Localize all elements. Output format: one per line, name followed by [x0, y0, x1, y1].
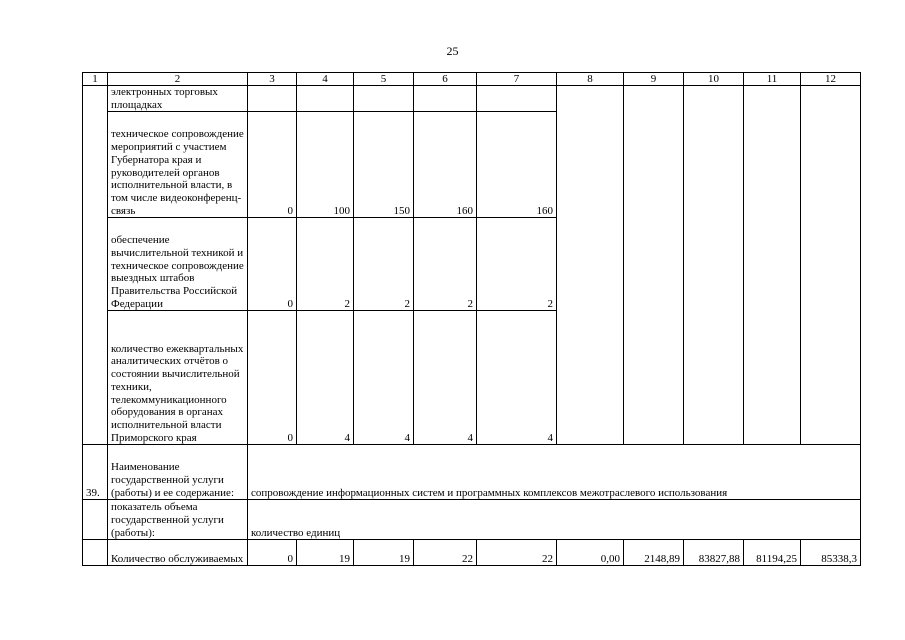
service-name-label: Наименование государственной услуги (работы) и ее содержание:: [108, 445, 248, 500]
table-row: [83, 86, 861, 112]
value-cell: 100: [297, 112, 354, 218]
service-name-value: сопровождение информационных систем и программных комплексов межотраслевого использования: [248, 445, 861, 500]
value-cell: 4: [477, 311, 557, 445]
data-table: [82, 72, 861, 566]
header-cell: 11: [744, 73, 801, 86]
header-cell: 10: [684, 73, 744, 86]
value-cell: 0,00: [557, 540, 624, 566]
value-cell: 0: [248, 540, 297, 566]
value-cell: 2: [297, 218, 354, 311]
value-cell: 0: [248, 112, 297, 218]
table-row: [83, 540, 861, 566]
header-cell: 7: [477, 73, 557, 86]
value-cell: 0: [248, 218, 297, 311]
value-cell: 22: [414, 540, 477, 566]
indicator-text: количество ежеквартальных аналитических отчётов о состоянии вычислительной техники, телекоммуникационного оборудования в органах исполнительной власти Приморского края: [108, 311, 248, 445]
value-cell: 22: [477, 540, 557, 566]
volume-indicator-label: показатель объема государственной услуги (работы):: [108, 500, 248, 540]
value-cell: 150: [354, 112, 414, 218]
value-cell: 4: [414, 311, 477, 445]
indicator-text: Количество обслуживаемых: [108, 540, 248, 566]
table-row: [83, 500, 861, 540]
header-cell: 8: [557, 73, 624, 86]
value-cell: 160: [414, 112, 477, 218]
value-cell: 81194,25: [744, 540, 801, 566]
value-cell: 19: [297, 540, 354, 566]
value-cell: 0: [248, 311, 297, 445]
value-cell: 85338,3: [801, 540, 861, 566]
value-cell: 4: [297, 311, 354, 445]
header-cell: 4: [297, 73, 354, 86]
header-cell: 2: [108, 73, 248, 86]
value-cell: 160: [477, 112, 557, 218]
header-cell: 12: [801, 73, 861, 86]
value-cell: 19: [354, 540, 414, 566]
header-cell: 5: [354, 73, 414, 86]
item-number: 39.: [83, 445, 108, 500]
value-cell: 2: [354, 218, 414, 311]
header-cell: 6: [414, 73, 477, 86]
value-cell: 83827,88: [684, 540, 744, 566]
value-cell: 4: [354, 311, 414, 445]
indicator-text: техническое сопровождение мероприятий с участием Губернатора края и руководителей органов исполнительной власти, в том числе видеоконференц-связь: [108, 112, 248, 218]
volume-indicator-value: количество единиц: [248, 500, 861, 540]
page-number: 25: [446, 44, 459, 58]
header-cell: 3: [248, 73, 297, 86]
value-cell: 2148,89: [624, 540, 684, 566]
value-cell: 2: [477, 218, 557, 311]
indicator-text: обеспечение вычислительной техникой и техническое сопровождение выездных штабов Правительства Российской Федерации: [108, 218, 248, 311]
table-row: [83, 445, 861, 500]
header-cell: 9: [624, 73, 684, 86]
value-cell: 2: [414, 218, 477, 311]
indicator-text: электронных торговых площадках: [108, 86, 248, 112]
header-row: [83, 73, 861, 86]
header-cell: 1: [83, 73, 108, 86]
